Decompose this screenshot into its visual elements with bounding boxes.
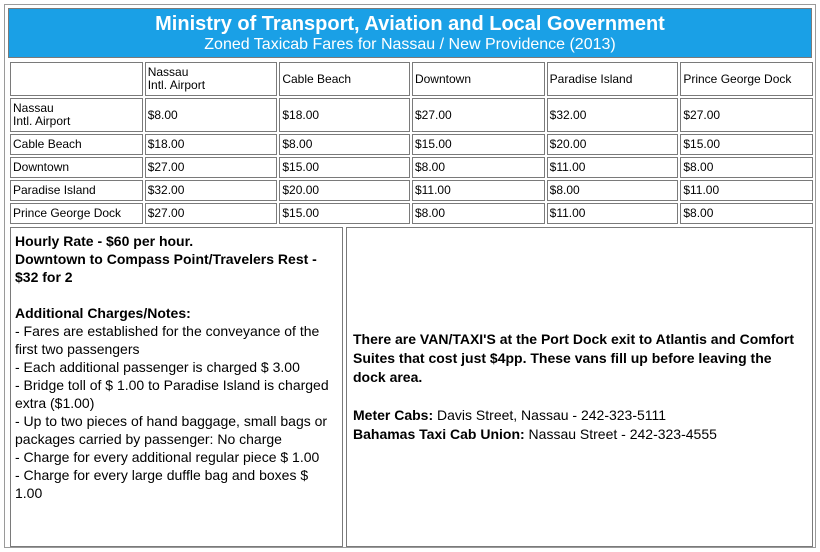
fare-cell: $11.00: [680, 180, 813, 201]
notes-list: [15, 322, 338, 502]
charges-notes-panel: [10, 227, 343, 547]
page-subtitle: Zoned Taxicab Fares for Nassau / New Providence (2013): [204, 36, 616, 53]
compass-point-fare: Downtown to Compass Point/Travelers Rest - $32 for 2: [15, 251, 317, 285]
meter-cabs-value: Davis Street, Nassau - 242-323-5111: [433, 407, 667, 423]
notes-heading: Additional Charges/Notes:: [15, 305, 191, 321]
fare-cell: $11.00: [547, 157, 679, 178]
column-header: Prince George Dock: [680, 62, 813, 96]
fare-document: [4, 4, 816, 548]
note-item: - Charge for every additional regular piece $ 1.00: [15, 449, 320, 465]
fare-cell: $27.00: [145, 203, 278, 224]
van-note: There are VAN/TAXI'S at the Port Dock exit to Atlantis and Comfort Suites that cost just $4pp. These vans fill up before leaving the dock area.: [353, 331, 795, 385]
fare-cell: $11.00: [412, 180, 545, 201]
table-row: [10, 203, 813, 224]
table-row: [10, 180, 813, 201]
fare-cell: $32.00: [547, 98, 679, 132]
fare-cell: $15.00: [412, 134, 545, 155]
fare-cell: $15.00: [680, 134, 813, 155]
corner-cell: [10, 62, 143, 96]
fare-cell: $8.00: [412, 203, 545, 224]
note-item: - Charge for every large duffle bag and boxes $ 1.00: [15, 467, 309, 501]
note-item: - Bridge toll of $ 1.00 to Paradise Island is charged extra ($1.00): [15, 377, 329, 411]
fare-cell: $27.00: [412, 98, 545, 132]
row-header: Cable Beach: [10, 134, 143, 155]
page-title: Ministry of Transport, Aviation and Local Government: [155, 13, 665, 35]
row-header: Prince George Dock: [10, 203, 143, 224]
note-item: - Fares are established for the conveyance of the first two passengers: [15, 323, 320, 357]
fare-cell: $18.00: [279, 98, 410, 132]
fare-cell: $15.00: [279, 203, 410, 224]
column-header: Nassau Intl. Airport: [145, 62, 278, 96]
fare-cell: $11.00: [547, 203, 679, 224]
table-row: [10, 98, 813, 132]
fare-table: [8, 60, 815, 226]
column-header: Paradise Island: [547, 62, 679, 96]
fare-cell: $18.00: [145, 134, 278, 155]
fare-cell: $20.00: [547, 134, 679, 155]
fare-cell: $27.00: [680, 98, 813, 132]
hourly-rate: Hourly Rate - $60 per hour.: [15, 233, 194, 249]
column-header: Downtown: [412, 62, 545, 96]
table-header-row: [10, 62, 813, 96]
taxi-union-line: [353, 425, 806, 444]
fare-cell: $8.00: [680, 157, 813, 178]
van-info-panel: [346, 227, 813, 547]
table-row: [10, 134, 813, 155]
fare-cell: $20.00: [279, 180, 410, 201]
header-banner: [8, 8, 812, 58]
fare-cell: $8.00: [547, 180, 679, 201]
fare-cell: $8.00: [412, 157, 545, 178]
fare-cell: $8.00: [680, 203, 813, 224]
row-header: Paradise Island: [10, 180, 143, 201]
table-row: [10, 157, 813, 178]
row-header: Downtown: [10, 157, 143, 178]
note-item: - Each additional passenger is charged $ 3.00: [15, 359, 300, 375]
taxi-union-value: Nassau Street - 242-323-4555: [524, 426, 717, 442]
note-item: - Up to two pieces of hand baggage, small bags or packages carried by passenger: No charge: [15, 413, 328, 447]
meter-cabs-label: Meter Cabs:: [353, 407, 434, 423]
taxi-union-label: Bahamas Taxi Cab Union:: [353, 426, 525, 442]
fare-cell: $15.00: [279, 157, 410, 178]
fare-cell: $8.00: [279, 134, 410, 155]
fare-cell: $8.00: [145, 98, 278, 132]
fare-cell: $27.00: [145, 157, 278, 178]
row-header: Nassau Intl. Airport: [10, 98, 143, 132]
fare-cell: $32.00: [145, 180, 278, 201]
column-header: Cable Beach: [279, 62, 410, 96]
meter-cabs-line: [353, 406, 806, 425]
